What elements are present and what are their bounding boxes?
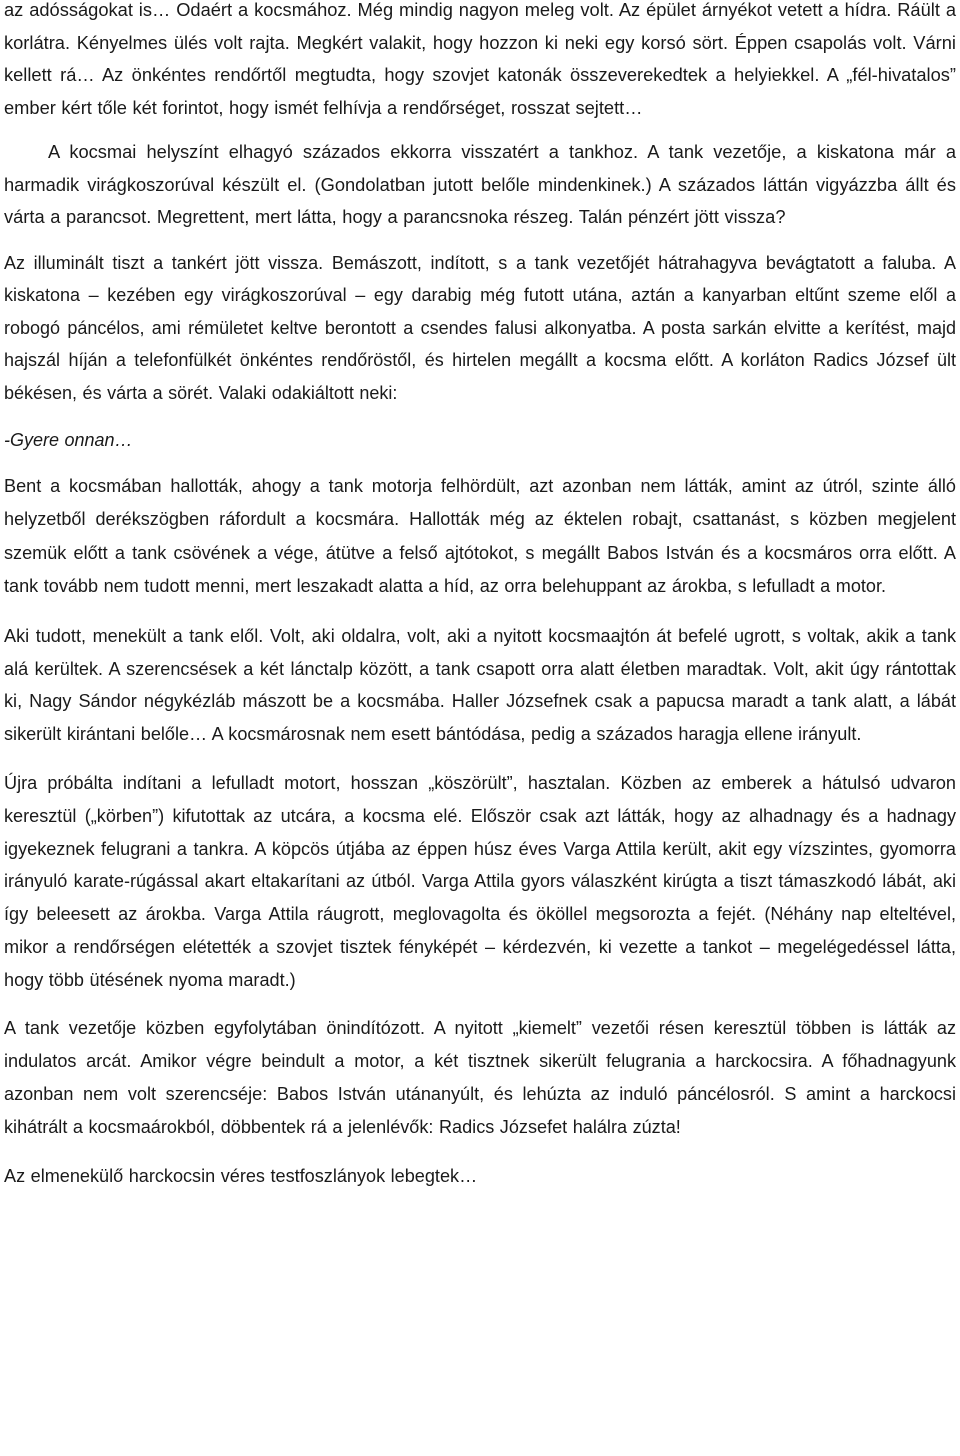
paragraph-6: Aki tudott, menekült a tank elől. Volt, aki oldalra, volt, aki a nyitott kocsmaajtón át befelé ugrott, s voltak, akik a tank alá kerültek. A szerencsések a két lánctalp között, a tank csapott orra alatt életben maradtak. Volt, akit úgy rántottak ki, Nagy Sándor négykézláb mászott be a kocsmába. Haller Józsefnek csak a papucsa maradt a tank alatt, a lábát sikerült kirántani belőle… A kocsmárosnak nem esett bántódása, pedig a százados haragja ellene irányult. (4, 625, 956, 744)
paragraph-1: az adósságokat is… Odaért a kocsmához. Még mindig nagyon meleg volt. Az épület árnyékot vetett a hídra. Ráült a korlátra. Kényelmes ülés volt rajta. Megkért valakit, hogy hozzon ki neki egy korsó sört. Éppen csapolás volt. Várni kellett rá… Az önkéntes rendőrtől megtudta, hogy szovjet katonák összeverekedtek a helyiekkel. A „fél-hivatalos” ember kért tőle két forintot, hogy ismét felhívja a rendőrséget, rosszat sejtett… (4, 0, 956, 118)
paragraph-9: Az elmenekülő harckocsin véres testfoszlányok lebegtek… (4, 1166, 478, 1187)
paragraph-3: Az illuminált tiszt a tankért jött vissza. Bemászott, indított, s a tank vezetőjét hátrahagyva bevágtatott a faluba. A kiskatona – kezében egy virágkoszorúval – egy darabig még futott utána, aztán a kanyarban eltűnt szeme elől a robogó páncélos, ami rémületet keltve berontott a csendes falusi alkonyatba. A posta sarkán elvitte a kerítést, majd hajszál híján a telefonfülkét önkéntes rendőröstől, és hirtelen megállt a kocsma előtt. A korláton Radics József ült békésen, és várta a sörét. Valaki odakiáltott neki: (4, 252, 956, 403)
paragraph-2: A kocsmai helyszínt elhagyó százados ekkorra visszatért a tankhoz. A tank vezetője, a kiskatona már a harmadik virágkoszorúval készült el. (Gondolatban jutott belőle mindenkinek.) A százados láttán vigyázzba állt és várta a parancsot. Megrettent, mert látta, hogy a parancsnoka részeg. Talán pénzért jött vissza? (4, 141, 956, 228)
paragraph-8: A tank vezetője közben egyfolytában önindítózott. A nyitott „kiemelt” vezetői résen keresztül többen is látták az indulatos arcát. Amikor végre beindult a motor, a két tisztnek sikerült felugrania a harckocsira. A főhadnagyunk azonban nem volt szerencséje: Babos István utánanyúlt, és lehúzta az induló páncélosról. S amint a harckocsi kihátrált a kocsmaárokból, döbbentek rá a jelenlévők: Radics Józsefet halálra zúzta! (4, 1018, 956, 1137)
paragraph-5: Bent a kocsmában hallották, ahogy a tank motorja felhördült, azt azonban nem látták, amint az útról, szinte álló helyzetből derékszögben ráfordult a kocsmára. Hallották még az éktelen robajt, csattanást, s közben megjelent szemük előtt a tank csövének a vége, átütve a felső ajtótokot, s megállt Babos István és a kocsmáros orra előtt. A tank tovább nem tudott menni, mert leszakadt alatta a híd, az orra belehuppant az árokba, s lefulladt a motor. (4, 476, 956, 596)
paragraph-7: Újra próbálta indítani a lefulladt motort, hosszan „köszörült”, hasztalan. Közben az emberek a hátulsó udvaron keresztül („körben”) kifutottak az utcára, a kocsma elé. Először csak azt látták, hogy az alhadnagy és a hadnagy igyekeznek felugrani a tankra. A köpcös útjába az éppen húsz éves Varga Attila került, akit egy vízszintes, gyomorra irányuló karate-rúgással akart eltakarítani az útból. Varga Attila gyors válaszként kirúgta a tiszt támaszkodó lábát, aki így beleesett az árokba. Varga Attila ráugrott, meglovagolta és ököllel megsorozta a fejét. (Néhány nap elteltével, mikor a rendőrségen elétették a szovjet tisztek fényképét – kérdezvén, ki vezette a tankot – megelégedéssel látta, hogy több ütésének nyoma maradt.) (4, 773, 956, 990)
document-page (4, 0, 956, 1193)
paragraph-dialogue: -Gyere onnan… (4, 429, 133, 450)
